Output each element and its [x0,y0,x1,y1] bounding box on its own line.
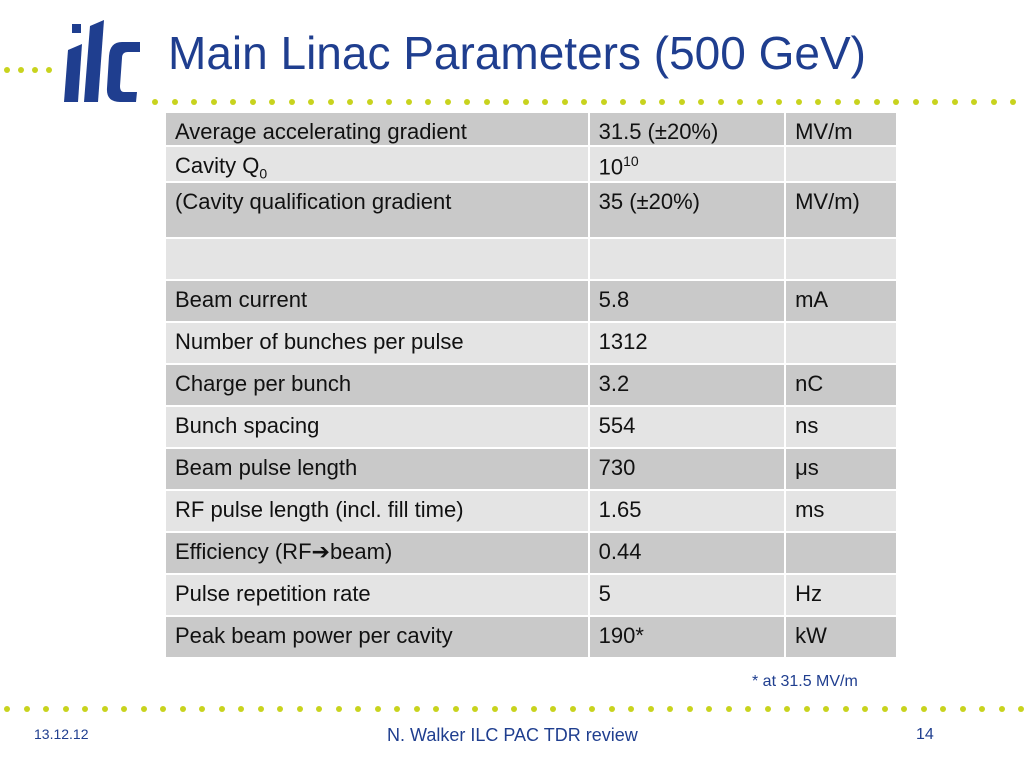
value-cell: 1.65 [589,490,785,532]
decorative-dot [316,706,322,712]
decorative-dot [191,99,197,105]
param-cell: (Cavity qualification gradient [165,182,589,238]
decorative-dot [82,706,88,712]
decorative-dot [336,706,342,712]
decorative-dot [999,706,1005,712]
decorative-dot [32,67,38,73]
table-row [165,364,897,406]
decorative-dot [698,99,704,105]
param-cell [165,146,589,182]
decorative-dot [258,706,264,712]
decorative-dot [355,706,361,712]
unit-cell [785,146,897,182]
decorative-dot [121,706,127,712]
decorative-dot [328,99,334,105]
value-cell [589,146,785,182]
decorative-dot [562,99,568,105]
decorative-dot [141,706,147,712]
decorative-dot [367,99,373,105]
decorative-dot [4,706,10,712]
ilc-logo [62,18,142,108]
param-cell: Efficiency (RF➔beam) [165,532,589,574]
decorative-dot [843,706,849,712]
decorative-dot [297,706,303,712]
decorative-dot [979,706,985,712]
unit-cell: ms [785,490,897,532]
value-cell: 0.44 [589,532,785,574]
decorative-dot [796,99,802,105]
decorative-dot [687,706,693,712]
decorative-dot [862,706,868,712]
decorative-dot [1010,99,1016,105]
decorative-dot [620,99,626,105]
value-cell: 5 [589,574,785,616]
value-text: 10 [598,154,624,180]
decorative-dot [152,99,158,105]
decorative-dot [425,99,431,105]
unit-cell [785,238,897,280]
value-cell: 554 [589,406,785,448]
decorative-dot [18,67,24,73]
decorative-dot [492,706,498,712]
decorative-dot [991,99,997,105]
decorative-dot [238,706,244,712]
decorative-dot [445,99,451,105]
decorative-dot [745,706,751,712]
top-dot-line-left [0,67,60,75]
param-text: Cavity Q [175,153,260,178]
decorative-dot [230,99,236,105]
table-row [165,182,897,238]
table-row [165,322,897,364]
decorative-dot [570,706,576,712]
decorative-dot [269,99,275,105]
decorative-dot [550,706,556,712]
unit-cell [785,532,897,574]
decorative-dot [737,99,743,105]
decorative-dot [219,706,225,712]
decorative-dot [648,706,654,712]
table-row [165,280,897,322]
decorative-dot [523,99,529,105]
unit-cell: kW [785,616,897,658]
decorative-dot [375,706,381,712]
footnote: * at 31.5 MV/m [752,673,858,690]
param-cell: Pulse repetition rate [165,574,589,616]
param-cell: Average accelerating gradient [165,112,589,146]
table-row [165,146,897,182]
slide-title: Main Linac Parameters (500 GeV) [168,27,866,79]
unit-cell: μs [785,448,897,490]
value-cell: 5.8 [589,280,785,322]
param-cell: Number of bunches per pulse [165,322,589,364]
decorative-dot [581,99,587,105]
decorative-dot [250,99,256,105]
decorative-dot [102,706,108,712]
decorative-dot [960,706,966,712]
decorative-dot [63,706,69,712]
decorative-dot [43,706,49,712]
decorative-dot [765,706,771,712]
decorative-dot [484,99,490,105]
table-row [165,448,897,490]
decorative-dot [757,99,763,105]
table-row [165,490,897,532]
decorative-dot [503,99,509,105]
decorative-dot [659,99,665,105]
decorative-dot [901,706,907,712]
decorative-dot [4,67,10,73]
value-cell: 1312 [589,322,785,364]
decorative-dot [406,99,412,105]
decorative-dot [706,706,712,712]
decorative-dot [542,99,548,105]
decorative-dot [952,99,958,105]
param-subscript: 0 [259,165,268,182]
table-row [165,616,897,658]
decorative-dot [874,99,880,105]
decorative-dot [472,706,478,712]
decorative-dot [433,706,439,712]
page-number: 14 [916,726,934,743]
footer-date: 13.12.12 [34,726,89,742]
decorative-dot [453,706,459,712]
unit-cell: ns [785,406,897,448]
param-cell [165,238,589,280]
decorative-dot [308,99,314,105]
decorative-dot [882,706,888,712]
value-cell: 190* [589,616,785,658]
decorative-dot [971,99,977,105]
param-cell: Bunch spacing [165,406,589,448]
decorative-dot [511,706,517,712]
decorative-dot [531,706,537,712]
value-cell: 3.2 [589,364,785,406]
decorative-dot [394,706,400,712]
unit-cell: nC [785,364,897,406]
unit-cell: mA [785,280,897,322]
unit-cell: MV/m [785,112,897,146]
decorative-dot [160,706,166,712]
footer-author: N. Walker ILC PAC TDR review [387,725,638,745]
unit-cell: MV/m) [785,182,897,238]
unit-cell [785,322,897,364]
decorative-dot [667,706,673,712]
unit-cell: Hz [785,574,897,616]
decorative-dot [815,99,821,105]
decorative-dot [199,706,205,712]
decorative-dot [940,706,946,712]
value-cell: 730 [589,448,785,490]
decorative-dot [921,706,927,712]
value-cell: 31.5 (±20%) [589,112,785,146]
decorative-dot [46,67,52,73]
table-row [165,406,897,448]
decorative-dot [679,99,685,105]
decorative-dot [180,706,186,712]
decorative-dot [289,99,295,105]
decorative-dot [277,706,283,712]
decorative-dot [835,99,841,105]
table-row [165,574,897,616]
decorative-dot [932,99,938,105]
decorative-dot [628,706,634,712]
param-cell: Beam pulse length [165,448,589,490]
decorative-dot [1018,706,1024,712]
decorative-dot [718,99,724,105]
table-row [165,532,897,574]
decorative-dot [211,99,217,105]
param-cell: RF pulse length (incl. fill time) [165,490,589,532]
param-cell: Peak beam power per cavity [165,616,589,658]
top-dot-line [148,99,1024,107]
decorative-dot [823,706,829,712]
decorative-dot [784,706,790,712]
decorative-dot [347,99,353,105]
decorative-dot [386,99,392,105]
decorative-dot [913,99,919,105]
parameters-table [164,111,898,659]
value-superscript: 10 [623,153,639,169]
decorative-dot [414,706,420,712]
param-cell: Beam current [165,280,589,322]
value-cell: 35 (±20%) [589,182,785,238]
value-cell [589,238,785,280]
bottom-dot-line [0,706,1024,714]
decorative-dot [601,99,607,105]
decorative-dot [589,706,595,712]
decorative-dot [776,99,782,105]
decorative-dot [804,706,810,712]
decorative-dot [640,99,646,105]
table-row [165,112,897,146]
decorative-dot [893,99,899,105]
param-cell: Charge per bunch [165,364,589,406]
decorative-dot [172,99,178,105]
decorative-dot [24,706,30,712]
decorative-dot [854,99,860,105]
decorative-dot [464,99,470,105]
table-row [165,238,897,280]
decorative-dot [609,706,615,712]
decorative-dot [726,706,732,712]
